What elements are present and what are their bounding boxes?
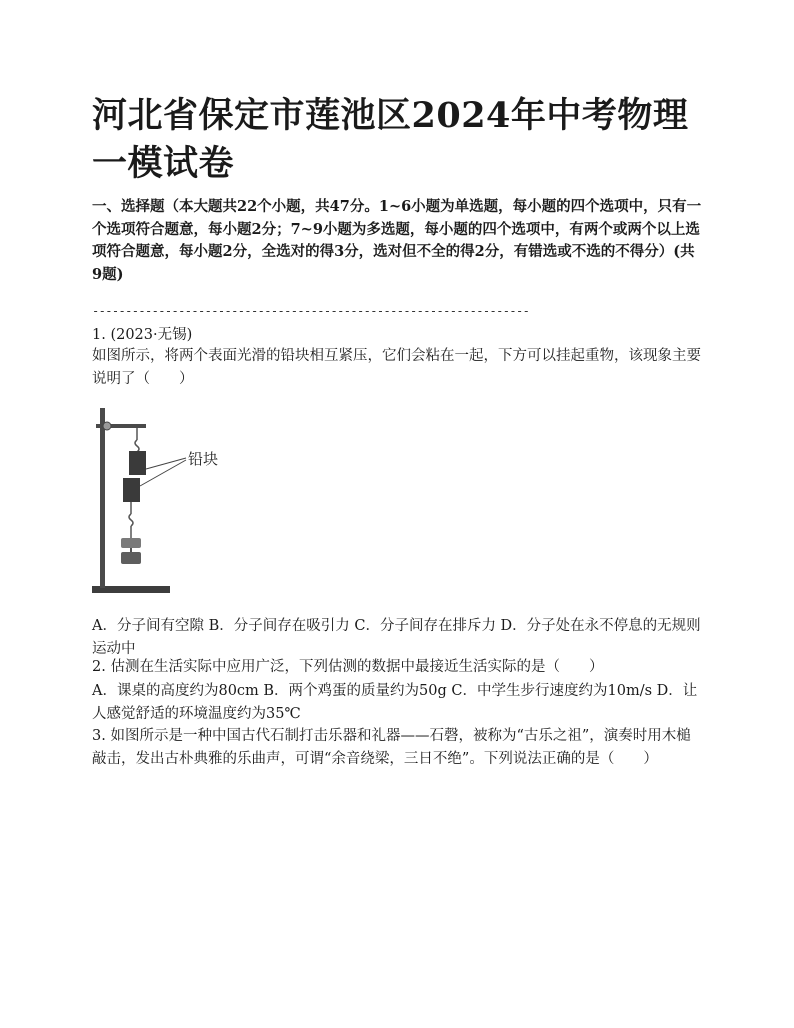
lead-block-label: 铅块 [188, 450, 219, 468]
weight-1 [121, 538, 141, 548]
question-2-stem: 2. 估测在生活实际中应用广泛，下列估测的数据中最接近生活实际的是（ ） [92, 659, 604, 675]
lead-blocks-figure [90, 400, 230, 600]
question-3-stem: 3. 如图所示是一种中国古代石制打击乐器和礼器——石磬，被称为“古乐之祖”，演奏时用木槌敲击，发出古朴典雅的乐曲声，可谓“余音绕梁，三日不绝”。下列说法正确的是（ ） [92, 728, 691, 767]
question-1-stem: 如图所示，将两个表面光滑的铅块相互紧压，它们会粘在一起，下方可以挂起重物，该现象主要说明了（ ） [92, 348, 701, 387]
question-1-options: A．分子间有空隙 B．分子间存在吸引力 C．分子间存在排斥力 D．分子处在永不停息的无规则运动中 [92, 618, 701, 657]
lead-blocks-diagram [90, 400, 230, 600]
weight-2 [121, 552, 141, 564]
page-title: 河北省保定市莲池区2024年中考物理一模试卷 [92, 95, 689, 184]
lower-lead-block [123, 478, 140, 502]
stand-pole [100, 408, 105, 588]
divider-line: ------------------------------------------------------------------ [92, 304, 530, 318]
question-1-source: 1. (2023·无锡) [92, 327, 193, 343]
question-2-options: A．课桌的高度约为80cm B．两个鸡蛋的质量约为50g C．中学生步行速度约为10m/s D．让人感觉舒适的环境温度约为35℃ [92, 683, 698, 722]
top-hook [135, 440, 139, 452]
clamp-knob [103, 422, 111, 430]
upper-lead-block [129, 451, 146, 475]
bottom-hook [129, 514, 133, 526]
section-header: 一、选择题（本大题共22个小题，共47分。1~6小题为单选题，每小题的四个选项中，只有一个选项符合题意，每小题2分；7~9小题为多选题，每小题的四个选项中，有两个或两个以上选项符合题意，每小题2分，全选对的得3分，选对但不全的得2分，有错选或不选的不得分）(共9题) [92, 198, 702, 283]
